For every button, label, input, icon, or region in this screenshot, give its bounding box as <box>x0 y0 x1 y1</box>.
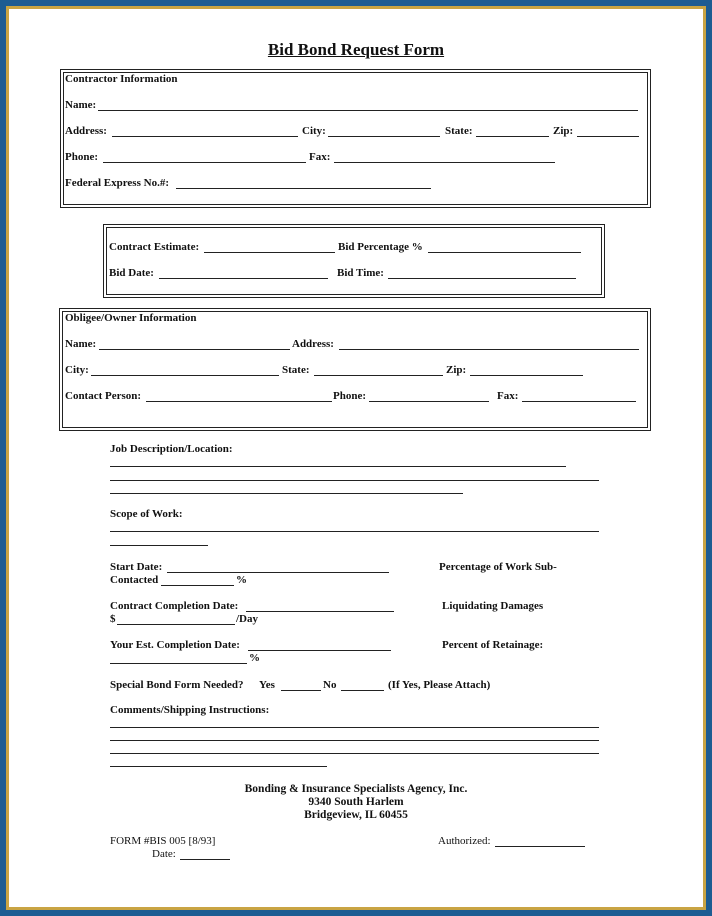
comments-line-4[interactable] <box>110 766 327 767</box>
obligee-zip-field[interactable] <box>470 375 583 376</box>
obligee-state-field[interactable] <box>314 375 443 376</box>
contractor-fedex-field[interactable] <box>176 188 431 189</box>
contractor-name-field[interactable] <box>98 110 638 111</box>
est-completion-field[interactable] <box>248 650 391 651</box>
bid-date-field[interactable] <box>159 278 328 279</box>
form-title: Bid Bond Request Form <box>267 40 445 59</box>
start-date-label: Start Date: <box>110 561 163 573</box>
obligee-phone-field[interactable] <box>369 401 489 402</box>
date-field[interactable] <box>180 859 230 860</box>
obligee-name-label: Name: <box>65 338 97 350</box>
scope-line-2[interactable] <box>110 545 208 546</box>
bid-info-box <box>103 224 605 298</box>
retainage-label: Percent of Retainage: <box>442 639 544 651</box>
scope-line-1[interactable] <box>110 531 599 532</box>
obligee-phone-label: Phone: <box>333 390 366 402</box>
contractor-name-label: Name: <box>65 99 97 111</box>
est-completion-label: Your Est. Completion Date: <box>110 639 240 651</box>
no-field[interactable] <box>341 690 384 691</box>
bid-time-field[interactable] <box>388 278 576 279</box>
per-day-label: /Day <box>236 613 258 625</box>
contractor-city-label: City: <box>302 125 326 137</box>
completion-date-label: Contract Completion Date: <box>110 600 239 612</box>
authorized-signature-field[interactable] <box>495 846 585 847</box>
percent-sub-field[interactable] <box>161 585 234 586</box>
contractor-state-field[interactable] <box>476 136 549 137</box>
retainage-field[interactable] <box>110 663 247 664</box>
obligee-state-label: State: <box>282 364 310 376</box>
obligee-info-box <box>59 308 651 431</box>
contractor-fedex-label: Federal Express No.#: <box>65 177 169 189</box>
comments-line-3[interactable] <box>110 753 599 754</box>
obligee-zip-label: Zip: <box>446 364 467 376</box>
contractor-state-label: State: <box>445 125 473 137</box>
contractor-address-field[interactable] <box>112 136 298 137</box>
contact-person-field[interactable] <box>146 401 332 402</box>
comments-line-2[interactable] <box>110 740 599 741</box>
bid-time-label: Bid Time: <box>337 267 384 279</box>
retainage-percent-sign: % <box>249 652 260 664</box>
liquidating-amount-field[interactable] <box>117 624 235 625</box>
percent-sub-sign: % <box>236 574 247 586</box>
completion-date-field[interactable] <box>246 611 394 612</box>
obligee-name-field[interactable] <box>99 349 290 350</box>
bid-date-label: Bid Date: <box>109 267 154 279</box>
date-label: Date: <box>152 848 176 860</box>
job-description-line-1[interactable] <box>110 466 566 467</box>
bid-percentage-label: Bid Percentage % <box>338 241 423 253</box>
contract-estimate-label: Contract Estimate: <box>109 241 200 253</box>
contractor-address-label: Address: <box>65 125 107 137</box>
obligee-city-label: City: <box>65 364 89 376</box>
contractor-fax-label: Fax: <box>309 151 331 163</box>
obligee-fax-label: Fax: <box>497 390 519 402</box>
contractor-zip-label: Zip: <box>553 125 574 137</box>
yes-field[interactable] <box>281 690 321 691</box>
contractor-phone-field[interactable] <box>103 162 306 163</box>
special-bond-label: Special Bond Form Needed? <box>110 679 244 691</box>
comments-line-1[interactable] <box>110 727 599 728</box>
agency-street: 9340 South Harlem <box>308 796 404 808</box>
no-label: No <box>323 679 337 691</box>
contractor-zip-field[interactable] <box>577 136 639 137</box>
bid-percentage-field[interactable] <box>428 252 581 253</box>
contractor-fax-field[interactable] <box>334 162 555 163</box>
agency-city: Bridgeview, IL 60455 <box>304 809 408 821</box>
obligee-address-field[interactable] <box>339 349 639 350</box>
obligee-city-field[interactable] <box>91 375 279 376</box>
contractor-phone-label: Phone: <box>65 151 98 163</box>
comments-label: Comments/Shipping Instructions: <box>110 704 270 716</box>
dollar-sign: $ <box>110 613 116 625</box>
form-number: FORM #BIS 005 [8/93] <box>110 835 216 847</box>
percent-sub-label: Percentage of Work Sub- <box>439 561 557 573</box>
obligee-fax-field[interactable] <box>522 401 636 402</box>
contract-estimate-field[interactable] <box>204 252 335 253</box>
contractor-city-field[interactable] <box>328 136 440 137</box>
job-description-line-2[interactable] <box>110 480 599 481</box>
yes-label: Yes <box>259 679 275 691</box>
start-date-field[interactable] <box>167 572 389 573</box>
contractor-heading: Contractor Information <box>65 73 178 85</box>
scope-of-work-label: Scope of Work: <box>110 508 183 520</box>
job-description-line-3[interactable] <box>110 493 463 494</box>
job-description-label: Job Description/Location: <box>110 443 233 455</box>
agency-name: Bonding & Insurance Specialists Agency, Inc. <box>244 783 468 795</box>
contact-person-label: Contact Person: <box>65 390 142 402</box>
if-yes-note: (If Yes, Please Attach) <box>388 679 491 691</box>
obligee-heading: Obligee/Owner Information <box>65 312 197 324</box>
obligee-address-label: Address: <box>292 338 334 350</box>
contacted-label: Contacted <box>110 574 159 586</box>
authorized-label: Authorized: <box>438 835 491 847</box>
liquidating-damages-label: Liquidating Damages <box>442 600 544 612</box>
